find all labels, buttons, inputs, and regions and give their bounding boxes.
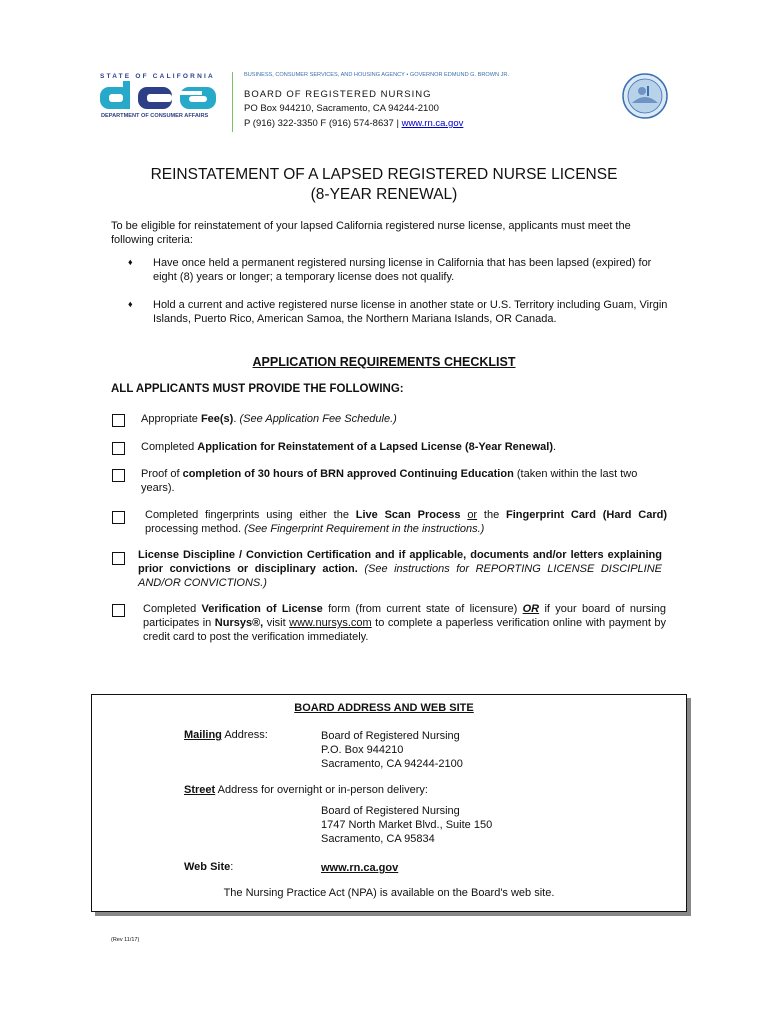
npa-note: The Nursing Practice Act (NPA) is available on the Board's web site. <box>223 887 555 899</box>
mailing-address: Board of Registered Nursing P.O. Box 944210 Sacramento, CA 94244-2100 <box>321 730 463 770</box>
bullet-diamond-icon: ♦ <box>128 299 133 309</box>
document-title-line-1: REINSTATEMENT OF A LAPSED REGISTERED NURSE LICENSE <box>150 166 618 183</box>
board-address-box <box>91 694 687 912</box>
all-applicants-heading: ALL APPLICANTS MUST PROVIDE THE FOLLOWING: <box>111 383 404 395</box>
checklist-item-verification: Completed Verification of License form (from current state of licensure) OR if your board of nursing participates in Nursys®, visit www.nursys.com to complete a paperless verification online with payment by credit card to post the verification immediately. <box>143 603 666 643</box>
california-seal-icon <box>622 73 668 119</box>
dca-logo <box>100 73 220 123</box>
checkbox-verification[interactable] <box>112 604 125 617</box>
board-phone: P (916) 322-3350 F (916) 574-8637 | <box>244 118 399 129</box>
checklist-item-fees: Appropriate Fee(s). (See Application Fee Schedule.) <box>141 413 397 425</box>
checklist-item-application: Completed Application for Reinstatement of a Lapsed License (8-Year Renewal). <box>141 441 557 453</box>
web-site-label: Web Site: <box>184 861 234 873</box>
board-box-web-link[interactable]: www.rn.ca.gov <box>321 862 399 874</box>
board-contact <box>244 118 463 129</box>
checklist-heading: APPLICATION REQUIREMENTS CHECKLIST <box>252 355 516 369</box>
nursys-link[interactable]: www.nursys.com <box>289 617 372 629</box>
document-title-line-2: (8-YEAR RENEWAL) <box>310 186 458 203</box>
checkbox-continuing-education[interactable] <box>112 469 125 482</box>
board-box-heading: BOARD ADDRESS AND WEB SITE <box>294 702 474 714</box>
checkbox-fingerprints[interactable] <box>112 511 125 524</box>
mailing-address-label: Mailing Address: <box>184 729 268 741</box>
agency-line: BUSINESS, CONSUMER SERVICES, AND HOUSING AGENCY • GOVERNOR EDMUND G. BROWN JR. <box>244 72 510 78</box>
logo-state-text: STATE OF CALIFORNIA <box>100 73 215 80</box>
logo-department-text: DEPARTMENT OF CONSUMER AFFAIRS <box>101 113 209 119</box>
intro-paragraph: To be eligible for reinstatement of your lapsed California registered nurse license, applicants must meet the following criteria: <box>111 220 631 246</box>
checklist-item-continuing-education: Proof of completion of 30 hours of BRN approved Continuing Education (taken within the last two years). <box>141 468 638 494</box>
checkbox-application[interactable] <box>112 442 125 455</box>
street-address: Board of Registered Nursing 1747 North Market Blvd., Suite 150 Sacramento, CA 95834 <box>321 805 493 845</box>
criteria-item: Have once held a permanent registered nursing license in California that has been lapsed (expired) for eight (8) years or longer; a temporary license does not qualify. <box>153 257 652 283</box>
street-address-label: Street Address for overnight or in-person delivery: <box>184 784 428 796</box>
checkbox-fees[interactable] <box>112 414 125 427</box>
dca-letters-logo <box>100 81 218 115</box>
bullet-diamond-icon: ♦ <box>128 257 133 267</box>
header-divider <box>232 72 233 132</box>
board-web-link[interactable]: www.rn.ca.gov <box>401 118 464 129</box>
board-pobox: PO Box 944210, Sacramento, CA 94244-2100 <box>244 103 439 114</box>
web-site-value <box>321 861 398 875</box>
checklist-item-discipline-certification: License Discipline / Conviction Certification and if applicable, documents and/or letters explaining prior convictions or disciplinary action. (See instructions for REPORTING LICENSE DISCIPLINE AND/OR CONVICTIONS.) <box>138 549 662 589</box>
checklist-item-fingerprints: Completed fingerprints using either the Live Scan Process or the Fingerprint Card (Hard Card) processing method. (See Fingerprint Requirement in the instructions.) <box>145 509 668 535</box>
checkbox-discipline-certification[interactable] <box>112 552 125 565</box>
criteria-item: Hold a current and active registered nurse license in another state or U.S. Territory including Guam, Virgin Islands, Puerto Rico, American Samoa, the Northern Mariana Islands, OR Canada. <box>153 299 668 325</box>
revision-label: (Rev 11/17) <box>111 937 140 943</box>
board-name: BOARD OF REGISTERED NURSING <box>244 89 432 100</box>
